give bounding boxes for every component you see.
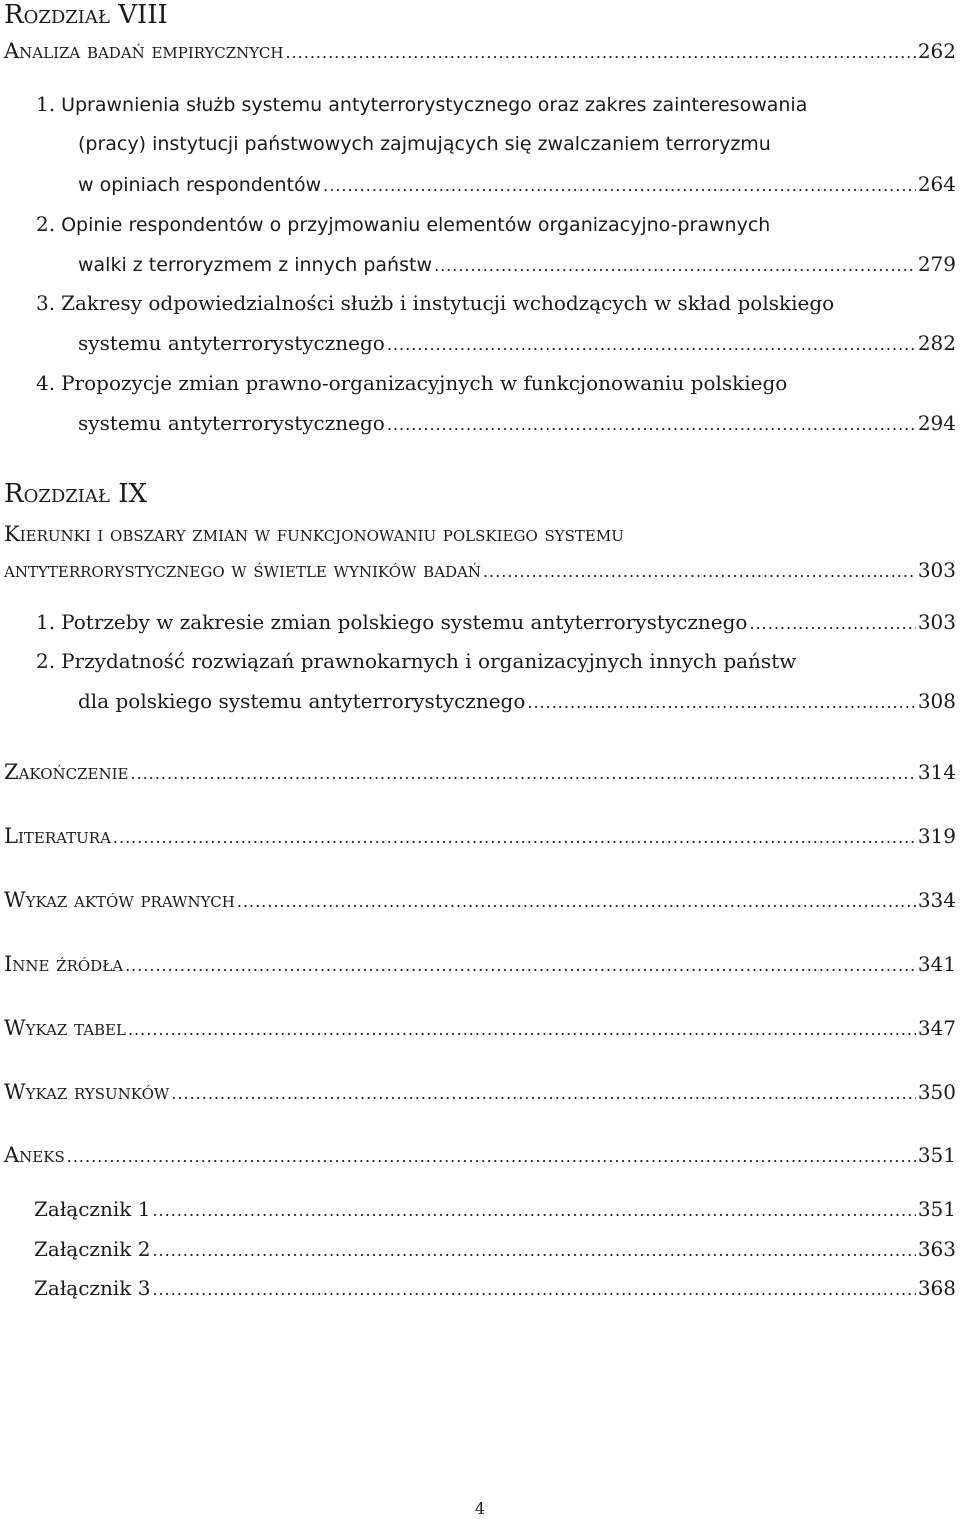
toc-entry-8-1-line3[interactable] [78, 171, 956, 199]
chapter-ix-subtitle: Kierunki i obszary zmian w funkcjonowaniu polskiego systemu [4, 522, 624, 546]
dot-leader [152, 1198, 915, 1224]
toc-entry-8-2-line1[interactable] [36, 211, 956, 238]
page-ref: 264 [917, 172, 956, 196]
toc-entry-8-3-line2[interactable] [78, 330, 956, 358]
entry-text: Zakresy odpowiedzialności służb i instytucji wchodzących w skład polskiego [61, 291, 835, 315]
page-ref: 319 [917, 824, 956, 848]
dot-leader [387, 412, 916, 438]
entry-text: systemu antyterrorystycznego [78, 411, 385, 435]
entry-number: 1. [36, 610, 56, 634]
toc-entry-9-2-line1[interactable] [36, 648, 956, 674]
toc-annex-2[interactable] [34, 1236, 956, 1264]
dot-leader [285, 40, 915, 66]
toc-entry-8-2-line2[interactable] [78, 251, 956, 279]
section-label: Wykaz aktów prawnych [4, 888, 235, 912]
chapter-viii-subtitle-row[interactable] [4, 38, 956, 66]
toc-section-literatura[interactable] [4, 823, 956, 851]
toc-section-aneks[interactable] [4, 1142, 956, 1170]
chapter-viii-title: Rozdział VIII [4, 0, 168, 30]
page-ref: 279 [917, 252, 956, 276]
toc-annex-1[interactable] [34, 1196, 956, 1224]
entry-text: Przydatność rozwiązań prawnokarnych i organizacyjnych innych państw [61, 649, 797, 673]
entry-text: Propozycje zmian prawno-organizacyjnych w funkcjonowaniu polskiego [61, 371, 788, 395]
entry-number: 4. [36, 371, 56, 395]
toc-entry-8-1-line2 [78, 131, 956, 157]
section-label: Wykaz rysunków [4, 1080, 170, 1104]
toc-entry-8-4-line2[interactable] [78, 410, 956, 438]
section-label: Wykaz tabel [4, 1016, 126, 1040]
dot-leader [749, 611, 915, 637]
chapter-viii-subtitle: Analiza badań empirycznych [4, 39, 284, 63]
toc-section-wykaz-rysunkow[interactable] [4, 1079, 956, 1107]
dot-leader [113, 825, 916, 851]
entry-text: Opinie respondentów o przyjmowaniu elementów organizacyjno-prawnych [61, 214, 771, 236]
page-ref: 368 [917, 1276, 956, 1300]
page-ref: 308 [917, 689, 956, 713]
chapter-ix-subtitle-line1 [4, 521, 956, 547]
page-ref: 282 [917, 331, 956, 355]
toc-section-zakonczenie[interactable] [4, 759, 956, 787]
toc-section-wykaz-aktow[interactable] [4, 887, 956, 915]
toc-entry-8-4-line1[interactable] [36, 370, 956, 396]
chapter-ix-subtitle: antyterrorystycznego w świetle wyników badań [4, 558, 481, 582]
annex-label: Załącznik 2 [34, 1237, 151, 1261]
entry-number: 1. [36, 92, 56, 116]
dot-leader [152, 1277, 915, 1303]
dot-leader [67, 1144, 916, 1170]
page-ref: 363 [917, 1237, 956, 1261]
toc-annex-3[interactable] [34, 1275, 956, 1303]
dot-leader [128, 1017, 916, 1043]
section-label: Literatura [4, 824, 111, 848]
entry-text: (pracy) instytucji państwowych zajmujących się zwalczaniem terroryzmu [78, 133, 771, 155]
dot-leader [152, 1238, 915, 1264]
page-ref: 303 [917, 610, 956, 634]
dot-leader [237, 889, 916, 915]
chapter-ix-title: Rozdział IX [4, 479, 147, 509]
entry-text: Potrzeby w zakresie zmian polskiego systemu antyterrorystycznego [61, 610, 748, 634]
entry-text: Uprawnienia służb systemu antyterrorystycznego oraz zakres zainteresowania [61, 94, 808, 116]
annex-label: Załącznik 1 [34, 1197, 151, 1221]
section-label: Zakończenie [4, 760, 129, 784]
toc-entry-9-1[interactable] [36, 609, 956, 637]
page-ref: 294 [917, 411, 956, 435]
section-label: Aneks [4, 1143, 65, 1167]
dot-leader [323, 173, 916, 199]
dot-leader [171, 1081, 916, 1107]
page-ref: 303 [917, 558, 956, 582]
dot-leader [483, 559, 916, 585]
page-ref: 351 [917, 1143, 956, 1167]
page-number: 4 [474, 1499, 486, 1518]
dot-leader [434, 253, 916, 279]
annex-label: Załącznik 3 [34, 1276, 151, 1300]
page-ref: 334 [917, 888, 956, 912]
toc-entry-8-3-line1[interactable] [36, 290, 956, 316]
chapter-ix-subtitle-line2[interactable] [4, 557, 956, 585]
entry-text: systemu antyterrorystycznego [78, 331, 385, 355]
entry-number: 2. [36, 212, 56, 236]
dot-leader [387, 332, 916, 358]
page-ref: 351 [917, 1197, 956, 1221]
toc-entry-9-2-line2[interactable] [78, 688, 956, 716]
entry-text: walki z terroryzmem z innych państw [78, 254, 432, 276]
page-ref: 262 [917, 39, 956, 63]
dot-leader [527, 690, 915, 716]
dot-leader [131, 761, 916, 787]
page-ref: 350 [917, 1080, 956, 1104]
section-label: Inne źródła [4, 952, 124, 976]
page-ref: 314 [917, 760, 956, 784]
entry-number: 3. [36, 291, 56, 315]
page-ref: 341 [917, 952, 956, 976]
toc-section-wykaz-tabel[interactable] [4, 1015, 956, 1043]
entry-text: dla polskiego systemu antyterrorystycznego [78, 689, 526, 713]
entry-number: 2. [36, 649, 56, 673]
dot-leader [125, 953, 916, 979]
page-ref: 347 [917, 1016, 956, 1040]
toc-section-inne-zrodla[interactable] [4, 951, 956, 979]
toc-entry-8-1-line1[interactable] [36, 91, 956, 118]
entry-text: w opiniach respondentów [78, 174, 322, 196]
